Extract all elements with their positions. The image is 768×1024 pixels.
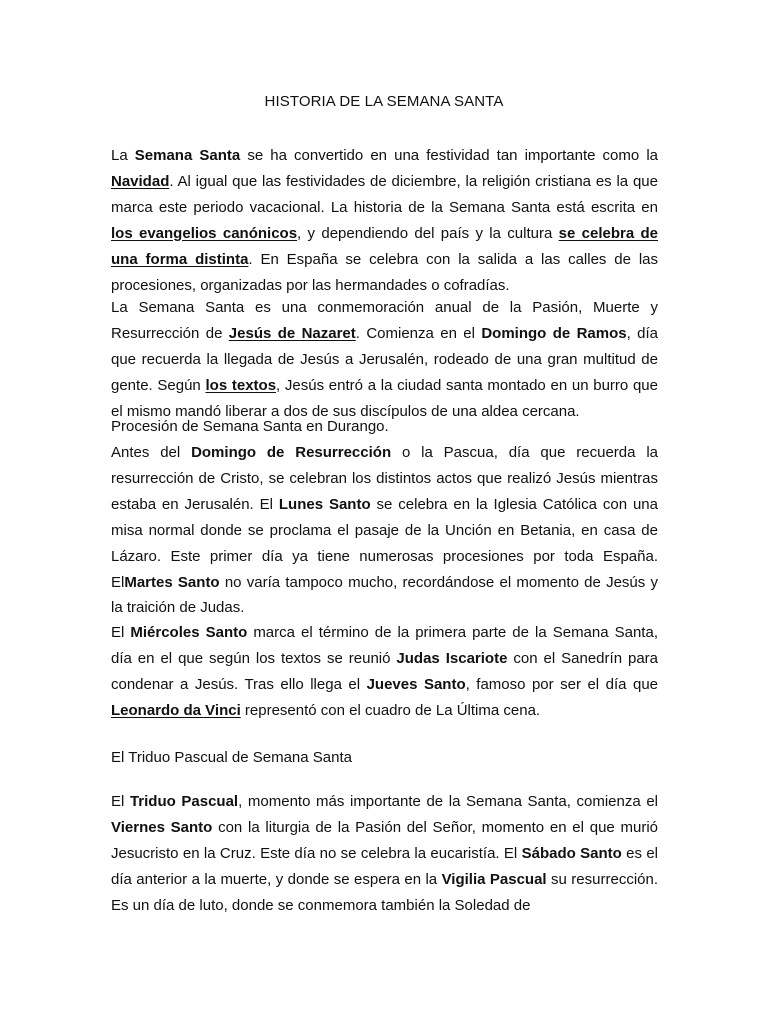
text-run: El — [111, 793, 130, 810]
text-run: marca el término de la primera parte de la Semana Santa, día en el que según los textos se reunió — [111, 624, 658, 667]
text-run: . Comienza en el — [355, 324, 482, 342]
text-run: se ha convertido en una festividad tan importante como la — [240, 147, 658, 164]
text-run: es el día anterior a la muerte, y donde se espera en la — [111, 844, 658, 888]
bold-term-triduo-pascual: Triduo Pascual — [129, 793, 239, 810]
paragraph-miercoles-jueves — [111, 620, 658, 724]
bold-term-jueves-santo: Jueves Santo — [366, 675, 466, 693]
text-run: . En España se celebra con la salida a las calles de las procesiones, organizadas por las hermandades o cofradías. — [111, 250, 659, 294]
bold-term-domingo-de-ramos: Domingo de Ramos — [481, 324, 627, 342]
link-leonardo-da-vinci[interactable]: Leonardo da Vinci — [111, 701, 241, 719]
text-run: El — [111, 624, 131, 641]
bold-term-miercoles-santo: Miércoles Santo — [130, 624, 248, 641]
text-run: , momento más importante de la Semana Santa, comienza el — [238, 793, 658, 810]
image-caption: Procesión de Semana Santa en Durango. — [111, 418, 389, 435]
link-se-celebra-forma-distinta[interactable]: se celebra de una forma distinta — [111, 224, 658, 268]
paragraph-conmemoracion — [111, 295, 658, 425]
text-run: o la Pascua, día que recuerda la resurrección de Cristo, se celebran los distintos actos que realizó Jesús mientras estaba en Jerusalén. El — [111, 444, 658, 513]
bold-term-viernes-santo: Viernes Santo — [111, 818, 213, 836]
document-title: HISTORIA DE LA SEMANA SANTA — [264, 93, 504, 110]
text-run: . Al igual que las festividades de diciembre, la religión cristiana es la que marca este periodo vacacional. La historia de la Semana Santa está escrita en — [111, 172, 658, 216]
link-jesus-de-nazaret[interactable]: Jesús de Nazaret — [228, 324, 356, 342]
paragraph-dias-santos — [111, 440, 658, 621]
text-run: La — [111, 147, 135, 164]
text-run: , Jesús entró a la ciudad santa montado en un burro que el mismo mandó liberar a dos de sus discípulos de una aldea cercana. — [111, 376, 658, 420]
text-run: , y dependiendo del país y la cultura — [297, 224, 559, 242]
paragraph-intro — [111, 143, 658, 298]
subheading-triduo-pascual: El Triduo Pascual de Semana Santa — [111, 749, 352, 766]
text-run: se celebra en la Iglesia Católica con una misa normal donde se proclama el pasaje de la Unción en Betania, en casa de Lázaro. Este primer día ya tiene numerosas procesiones por toda España. El — [111, 495, 658, 591]
text-run: representó con el cuadro de La Última cena. — [240, 701, 541, 719]
bold-term-domingo-de-resurreccion: Domingo de Resurrección — [191, 444, 392, 461]
text-run: Antes del — [111, 444, 192, 461]
text-run: con el Sanedrín para condenar a Jesús. Tras ello llega el — [111, 649, 659, 693]
paragraph-triduo — [111, 789, 658, 919]
text-run: no varía tampoco mucho, recordándose el momento de Jesús y la traición de Judas. — [111, 573, 658, 617]
text-run: , famoso por ser el día que — [465, 675, 658, 693]
bold-term-lunes-santo: Lunes Santo — [278, 495, 371, 513]
bold-term-martes-santo: Martes Santo — [124, 573, 220, 591]
link-navidad[interactable]: Navidad — [111, 172, 170, 190]
text-run: La Semana Santa es una conmemoración anual de la Pasión, Muerte y Resurrección de — [111, 299, 658, 342]
bold-term-vigilia-pascual: Vigilia Pascual — [441, 870, 547, 888]
bold-term-judas-iscariote: Judas Iscariote — [396, 649, 508, 667]
link-evangelios-canonicos[interactable]: los evangelios canónicos — [111, 224, 298, 242]
text-run: su resurrección. Es un día de luto, donde se conmemora también la Soledad de — [111, 870, 659, 914]
text-run: con la liturgia de la Pasión del Señor, momento en el que murió Jesucristo en la Cruz. Este día no se celebra la eucaristía. El — [111, 818, 658, 862]
text-run: , día que recuerda la llegada de Jesús a Jerusalén, rodeado de una gran multitud de gente. Según — [111, 324, 658, 394]
bold-term-sabado-santo: Sábado Santo — [521, 844, 622, 862]
link-los-textos[interactable]: los textos — [205, 376, 277, 394]
bold-term-semana-santa: Semana Santa — [134, 147, 241, 164]
